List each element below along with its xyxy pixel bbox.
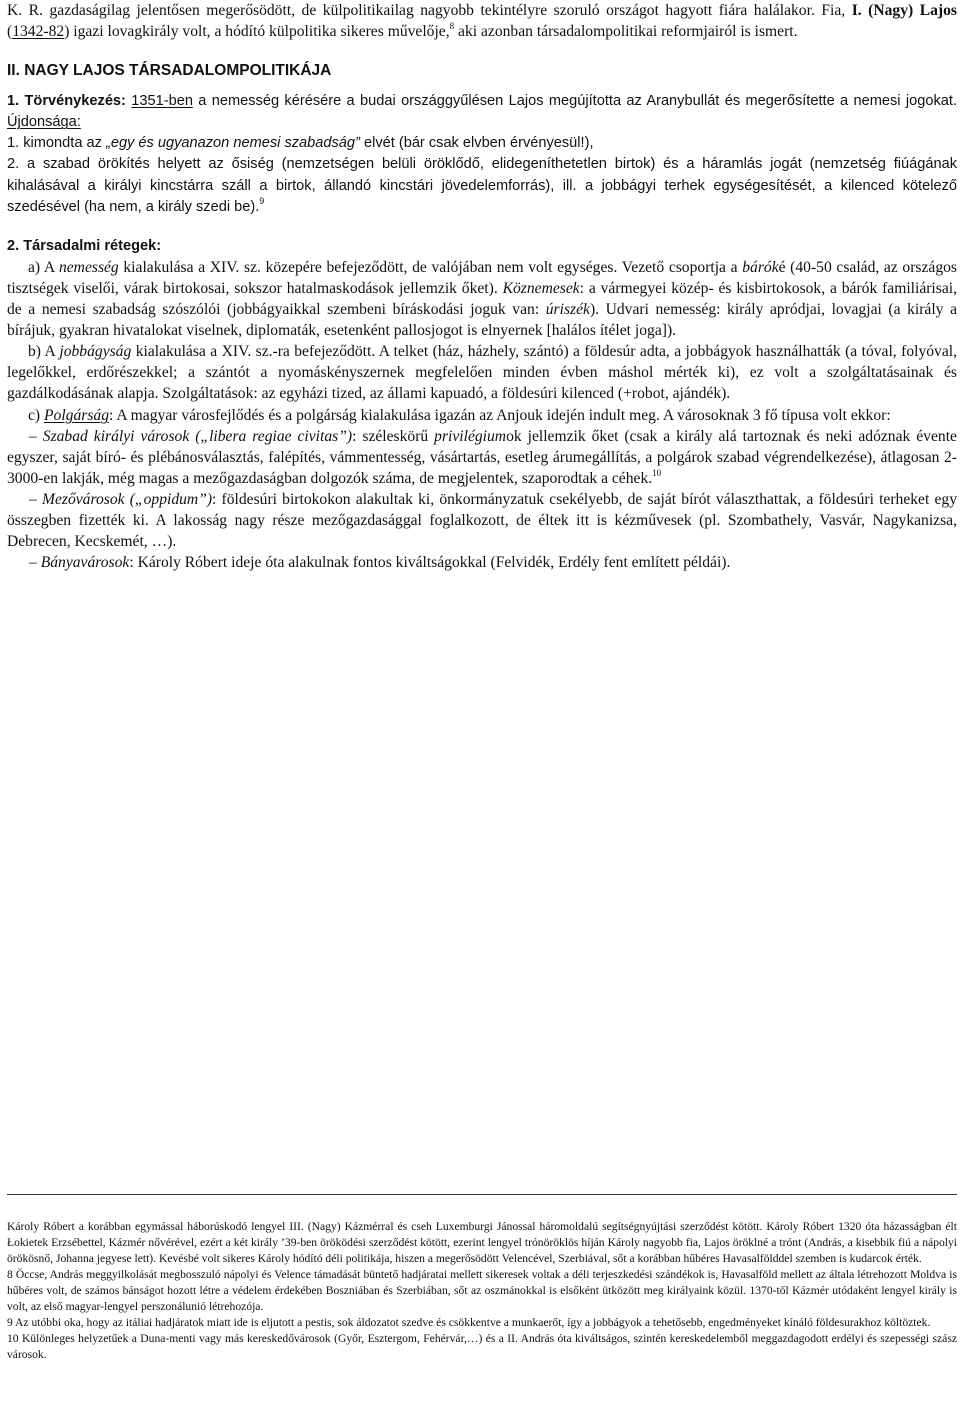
paren-close: ) [64,23,74,41]
legislation-paragraph [7,91,957,133]
noble-freedom-quote: „egy és ugyanazon nemesi szabadság” [105,135,360,152]
a-label: a) A [28,258,59,276]
c-text: : A magyar városfejlődés és a polgárság kialakulása igazán az Anjouk idején indult meg. A városoknak 3 fő típusa volt ekkor: [109,406,891,424]
layers-heading-text: 2. Társadalmi rétegek: [7,237,162,254]
paren-open: ( [7,23,13,41]
market-towns-item [7,489,957,552]
footnote-9: 9 Az utóbbi oka, hogy az itáliai hadjáratok miatt ide is eljutott a pestis, sok áldozatot szedve és csökkentve a munkaerőt, így a jobbágyok a tehetősebb, engedményeket kínáló földesurakhoz költöztek. [7,1316,931,1329]
point-1-text-b: elvét (bár csak elvben érvényesül!), [359,135,594,152]
c-label: c) [28,406,45,424]
term-manorial-court: úriszék [545,301,590,319]
intro-text-b: igazi lovagkirály volt, a hódító külpolitika sikeres művelője, [73,23,450,41]
term-burghers: Polgárság [44,406,109,424]
section-heading: II. NAGY LAJOS TÁRSADALOMPOLITIKÁJA [7,62,332,80]
footnote-divider [7,1194,957,1195]
point-1-text: 1. kimondta az [7,135,106,152]
footnote-7: Károly Róbert a korábban egymással háborúskodó lengyel III. (Nagy) Kázmérral és cseh Luxemburgi Jánossal háromoldalú segítségnyújtási szerződést kötött. Károly Róbert 1320 óta házasságban élt Łokietek Erzsébettel, Kázmér nővérével, ezért a két király ’39-ben öröködési szerződést kötött, ezerint lengyel trónöröklös híján Károly nagyobb fia, Lajos öröklné a trónt (András, a kisebbik fiú a nápolyi örökösnő, Johanna jegyese lett). Kevésbé volt sikeres Károly hódító déli politikája, hiszen a megerősödött Velencével, Szerbiával, sőt a korábban hűbéres Havasalfölddel szemben is kudarcok érték. [7,1220,957,1265]
legislation-label: 1. Törvénykezés: [7,93,126,110]
main-text [7,0,957,573]
layers-heading [7,236,957,257]
term-serfdom: jobbágyság [59,343,132,361]
term-nobility: nemesség [58,258,119,276]
footnote-8: 8 Öccse, András meggyilkolását megbosszuló nápolyi és Velence támadását büntető hadjáratai mellett sikeresek voltak a déli terjeszkedési szándékok is, Havasalföld mellett az általa létrehozott Moldva is hűbéres volt, de számos bánságot hozott létre a védelem érdekében Boszniában és Szerbiában, sőt az oszmánokkal is elsőként ütközött meg királyaink közül. 1370-től Kázmér utódaként lengyel király is volt, az első magyar-lengyel perszonálunió létrehozója. [7,1268,957,1313]
intro-paragraph [7,0,957,42]
footnote-ref-10: 10 [652,467,662,478]
b-text: kialakulása a XIV. sz.-ra befejeződött. A telket (ház, házhely, szántó) a földesúr adta, a jobbágyok használhatták (a tóval, folyóval, legelőkkel, erdőrészekkel; a szántót a nyomáskényszernek megfelelően minden évben máshol mérték ki), ez volt a szolgáltatásainak és gazdálkodásának alapja. Szolgáltatások: az egyházi tized, az állami kapuadó, a földesúri kilenced (+robot, ajándék). [7,343,957,403]
legislation-text: a nemesség kérésére a budai országgyűlésen Lajos megújította az Aranybullát és megerősítette a nemesi jogokat. [192,93,957,110]
d3-text: : Károly Róbert ideje óta alakulnak fontos kiváltságokkal (Felvidék, Erdély fent említett példái). [129,554,731,572]
footnote-ref-8: 8 [449,21,455,32]
footnote-ref-9: 9 [259,195,265,206]
serfdom-paragraph [7,341,957,404]
burghers-paragraph [7,405,957,426]
point-2-text: 2. a szabad örökítés helyett az ősiség (nemzetségen belüli öröklődő, elidegeníthetetlen birtok) és a háramlás jogát (nemzetség fiúágának kihalásával a királyi kincstárra száll a birtok, állandó kincstári jövedelemforrás), ill. a jobbágyi terhek egységesítését, a kilenced kötelező szedésével (ha nem, a király szedi be). [7,156,957,215]
term-market-towns: Mezővárosok („oppidum”) [41,490,213,508]
footnotes [7,1219,957,1363]
intro-text-c: aki azonban társadalompolitikai reformjairól is ismert. [454,23,798,41]
dash-3: – [29,554,41,572]
spacer [7,218,957,236]
dash-1: – [29,427,43,445]
b-label: b) A [28,343,60,361]
legislation-year: 1351-ben [131,93,193,110]
novelty-label: Újdonsága: [7,114,81,131]
d2-text: : földesúri birtokokon alakultak ki, önkormányzatuk csekélyebb, de saját bírót választhattak, a földesúri terheket egy összegben fizették ki. A lakosság nagy része mezőgazdasággal foglalkozott, de éltek itt is kézművesek (pl. Szombathely, Vasvár, Nagykanizsa, Debrecen, Kecskemét, …). [7,490,958,551]
dash-2: – [29,490,42,508]
a-text-c: : a vármegyei közép- és kisbirtokosok, a bárók familiárisai, de a nemesi szabadság szószólói (jobbágyaikkal szembeni bíráskodási joguk van: [7,279,957,319]
term-baron-suffix: k [771,258,779,276]
royal-towns-item [7,426,957,489]
nobility-paragraph [7,257,957,341]
a-text: kialakulása a XIV. sz. közepére befejeződött, de valójában nem volt egységes. Vezető csoportja a [118,258,743,276]
mining-towns-item [7,552,957,573]
term-royal-towns: Szabad királyi városok („libera regiae civitas”) [42,427,353,445]
a-text-d: ). Udvari nemesség: király apródjai, lovagjai (a király a bírájuk, gyakran hivatalokat viselnek, diplomaták, esetenként pallosjogot is elnyernek [halálos ítélet joga]). [7,301,957,340]
term-privilege: privilégium [434,427,507,445]
a-text-b: é (40-50 család, az országos tisztségek viselői, várak birtokosai, sokszor hatalmaskodások jellemzik őket). [7,258,957,297]
d1-text: : széleskörű [352,427,435,445]
legislation-point-2 [7,154,957,217]
d1-text-b: ok jellemzik őket (csak a király alá tartoznak és neki adóznak évente egyszer, saját bíró- és plébánosválasztás, falépítés, vámmentesség, vásártartás, esetleg árumegállítás, a polgárok szabad végrendelkezése), átlagosan 2-3000-en lakják, még magas a mezőgazdaságban dolgozók száma, de megjelentek, szaporodtak a céhek. [7,427,957,487]
reign-years: 1342-82 [12,23,65,41]
footnote-10: 10 Különleges helyzetűek a Duna-menti vagy más kereskedővárosok (Győr, Esztergom, Fehérvár,…) és a II. András óta kiváltságos, szintén kereskedelemből meggazdagodott erdélyi és szepességi szász városok. [7,1332,957,1361]
term-baron: báró [742,258,772,276]
intro-text: K. R. gazdaságilag jelentősen megerősödött, de külpolitikailag nagyobb tekintélyre szoruló országot hagyott fiára halálakor. Fia, [7,2,852,19]
term-lesser-nobles: Köznemesek [502,279,580,297]
king-name: I. (Nagy) Lajos [851,2,957,19]
term-mining-towns: Bányavárosok [40,554,130,572]
legislation-point-1 [7,133,957,154]
